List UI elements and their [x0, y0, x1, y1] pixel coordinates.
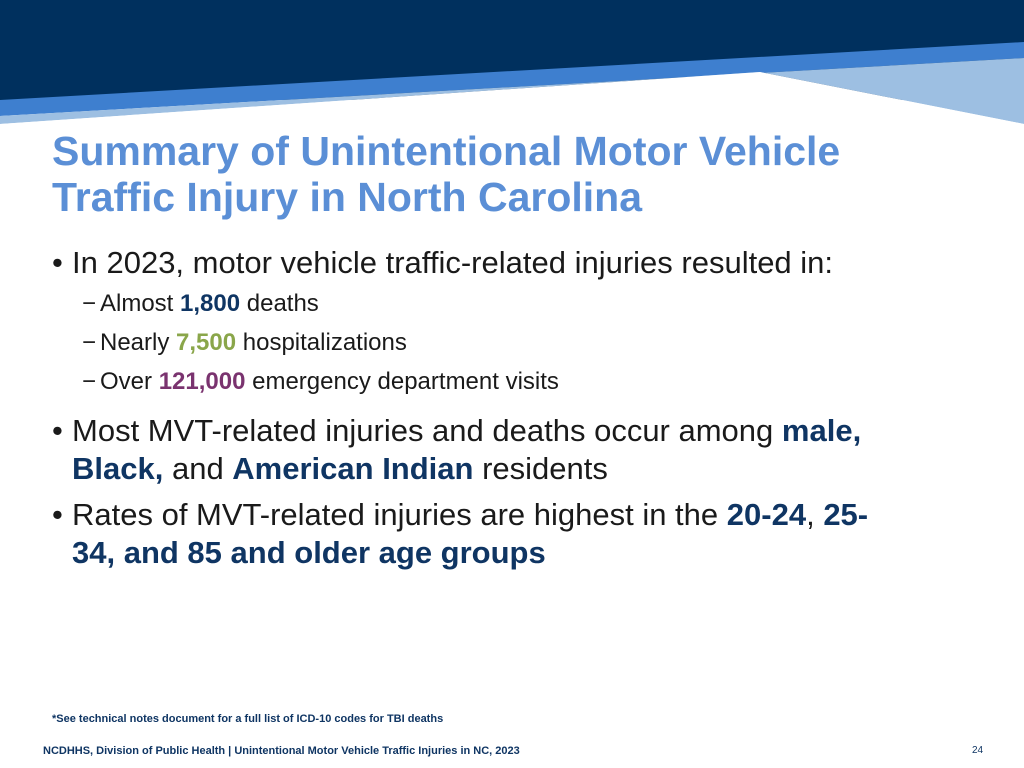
deaths-value: 1,800 — [180, 290, 241, 317]
footnote: *See technical notes document for a full list of ICD-10 codes for TBI deaths — [52, 713, 444, 725]
hospitalizations-prefix: Nearly — [100, 329, 177, 356]
sub-bullet-hospitalizations — [82, 323, 992, 362]
bullet-demographics-line-1 — [72, 412, 992, 450]
ed-visits-value: 121,000 — [158, 368, 246, 395]
slide-title-line-2: Traffic Injury in North Carolina — [52, 174, 643, 220]
bullet-age-groups — [52, 496, 992, 572]
footer-text: NCDHHS, Division of Public Health | Unintentional Motor Vehicle Traffic Injuries in NC, 2023 — [43, 745, 520, 757]
deaths-prefix: Almost — [100, 290, 181, 317]
bullet-demographics — [52, 412, 992, 488]
demographics-text-2: and — [163, 451, 233, 486]
demographics-american-indian: American Indian — [232, 451, 474, 486]
page-number: 24 — [972, 745, 984, 756]
ed-visits-prefix: Over — [100, 368, 159, 395]
deaths-suffix: deaths — [240, 290, 319, 317]
sub-bullet-deaths — [82, 284, 992, 323]
bullet-age-groups-line-1 — [72, 496, 992, 534]
hospitalizations-suffix: hospitalizations — [236, 329, 407, 356]
bullet-injury-results-text: In 2023, motor vehicle traffic-related injuries resulted in: — [72, 245, 834, 280]
bullet-demographics-line-2 — [72, 450, 992, 488]
demographics-text-3: residents — [473, 451, 608, 486]
sub-bullet-list — [82, 284, 992, 401]
bullet-list — [52, 244, 992, 572]
header-band — [0, 0, 1024, 130]
age-25: 25- — [823, 497, 869, 532]
demographics-black: Black, — [72, 451, 164, 486]
hospitalizations-value: 7,500 — [176, 329, 237, 356]
ed-visits-suffix: emergency department visits — [245, 368, 559, 395]
age-text-2: , — [806, 497, 824, 532]
slide-title — [52, 128, 992, 220]
age-20-24: 20-24 — [726, 497, 807, 532]
age-34-85-older: 34, and 85 and older age groups — [72, 535, 546, 570]
bullet-dot-icon: • — [52, 245, 63, 280]
bullet-dot-icon: • — [52, 413, 63, 448]
bullet-dot-icon: • — [52, 497, 63, 532]
dash-icon: − — [82, 290, 97, 317]
demographics-text-1: Most MVT-related injuries and deaths occur among — [72, 413, 782, 448]
slide-title-line-1: Summary of Unintentional Motor Vehicle — [52, 128, 841, 174]
demographics-male: male, — [781, 413, 862, 448]
bullet-age-groups-line-2 — [72, 534, 992, 572]
sub-bullet-ed-visits — [82, 362, 992, 401]
bullet-injury-results — [52, 244, 992, 282]
dash-icon: − — [82, 368, 97, 395]
dash-icon: − — [82, 329, 97, 356]
age-text-1: Rates of MVT-related injuries are highest in the — [72, 497, 727, 532]
